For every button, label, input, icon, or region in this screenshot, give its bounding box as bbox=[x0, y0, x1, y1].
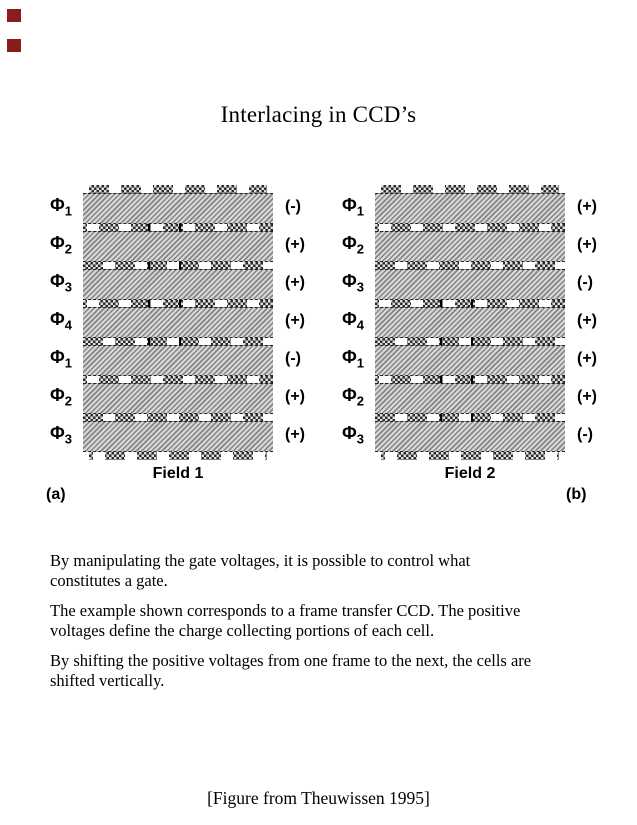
voltage-label: (+) bbox=[285, 274, 305, 291]
ccd-diagram-field-1 bbox=[45, 185, 345, 483]
phase-label: $\Phi_4$ bbox=[342, 309, 365, 333]
gate-row bbox=[50, 421, 305, 452]
gate-row bbox=[50, 193, 301, 224]
gate-electrode-bar bbox=[375, 307, 565, 338]
text-line: By shifting the positive voltages from one frame to the next, the cells are bbox=[50, 651, 532, 670]
electrode-blocks-strip bbox=[375, 224, 565, 231]
ccd-diagram-field-2 bbox=[337, 185, 637, 483]
phase-label: $\Phi_2$ bbox=[342, 385, 365, 409]
gate-row bbox=[342, 307, 597, 338]
figure-citation: [Figure from Theuwissen 1995] bbox=[207, 788, 430, 808]
gate-row bbox=[50, 345, 301, 376]
gate-electrode-bar bbox=[83, 383, 273, 414]
field-label: Field 2 bbox=[444, 465, 496, 482]
phase-label: $\Phi_2$ bbox=[50, 385, 73, 409]
body-paragraph bbox=[50, 601, 610, 640]
gate-electrode-bar bbox=[375, 421, 565, 452]
gate-electrode-bar bbox=[83, 193, 273, 224]
nav-marker-icon[interactable] bbox=[7, 9, 21, 22]
electrode-blocks-strip bbox=[381, 185, 559, 193]
voltage-label: (-) bbox=[285, 198, 301, 215]
gate-electrode-bar bbox=[83, 269, 273, 300]
electrode-blocks-strip bbox=[381, 452, 559, 460]
gate-stack bbox=[342, 185, 597, 460]
voltage-label: (+) bbox=[285, 236, 305, 253]
voltage-label: (+) bbox=[285, 426, 305, 443]
electrode-blocks-strip bbox=[375, 262, 565, 269]
text-line: By manipulating the gate voltages, it is possible to control what bbox=[50, 551, 471, 570]
body-text bbox=[50, 551, 610, 701]
gate-electrode-bar bbox=[83, 421, 273, 452]
phase-label: $\Phi_2$ bbox=[342, 233, 365, 257]
phase-label: $\Phi_1$ bbox=[50, 195, 73, 219]
gate-row bbox=[342, 231, 597, 262]
page-title: Interlacing in CCD’s bbox=[220, 102, 417, 127]
phase-label: $\Phi_1$ bbox=[342, 347, 365, 371]
phase-label: $\Phi_1$ bbox=[50, 347, 73, 371]
text-line: voltages define the charge collecting portions of each cell. bbox=[50, 620, 435, 640]
gate-row bbox=[342, 421, 593, 452]
gate-electrode-bar bbox=[83, 231, 273, 262]
voltage-label: (+) bbox=[577, 350, 597, 367]
phase-label: $\Phi_3$ bbox=[342, 271, 365, 295]
phase-label: $\Phi_4$ bbox=[50, 309, 73, 333]
voltage-label: (+) bbox=[285, 312, 305, 329]
gate-row bbox=[50, 307, 305, 338]
gate-row bbox=[50, 269, 305, 300]
body-paragraph bbox=[50, 551, 610, 590]
phase-label: $\Phi_1$ bbox=[342, 195, 365, 219]
gate-electrode-bar bbox=[83, 345, 273, 376]
gate-row bbox=[342, 345, 597, 376]
phase-label: $\Phi_2$ bbox=[50, 233, 73, 257]
voltage-label: (+) bbox=[285, 388, 305, 405]
gate-row bbox=[50, 383, 305, 414]
phase-label: $\Phi_3$ bbox=[342, 423, 365, 447]
voltage-label: (-) bbox=[577, 426, 593, 443]
gate-electrode-bar bbox=[375, 345, 565, 376]
gate-electrode-bar bbox=[83, 307, 273, 338]
phase-label: $\Phi_3$ bbox=[50, 423, 73, 447]
gate-row bbox=[342, 193, 597, 224]
phase-label: $\Phi_3$ bbox=[50, 271, 73, 295]
voltage-label: (+) bbox=[577, 198, 597, 215]
voltage-label: (+) bbox=[577, 236, 597, 253]
body-paragraph bbox=[50, 651, 610, 690]
gate-row bbox=[342, 383, 597, 414]
gate-electrode-bar bbox=[375, 193, 565, 224]
subfigure-label-a: (a) bbox=[46, 486, 66, 503]
gate-electrode-bar bbox=[375, 269, 565, 300]
electrode-blocks-strip bbox=[83, 376, 273, 383]
gate-row bbox=[342, 269, 593, 300]
text-line: shifted vertically. bbox=[50, 670, 165, 690]
gate-stack bbox=[50, 185, 305, 460]
gate-electrode-bar bbox=[375, 231, 565, 262]
voltage-label: (-) bbox=[285, 350, 301, 367]
text-line: The example shown corresponds to a frame transfer CCD. The positive bbox=[50, 601, 521, 620]
subfigure-label-b: (b) bbox=[566, 486, 587, 503]
field-label: Field 1 bbox=[152, 465, 204, 482]
gate-electrode-bar bbox=[375, 383, 565, 414]
nav-marker-icon[interactable] bbox=[7, 39, 21, 52]
electrode-blocks-strip bbox=[89, 185, 267, 193]
text-line: constitutes a gate. bbox=[50, 570, 168, 590]
voltage-label: (+) bbox=[577, 312, 597, 329]
electrode-blocks-strip bbox=[89, 452, 267, 460]
voltage-label: (+) bbox=[577, 388, 597, 405]
voltage-label: (-) bbox=[577, 274, 593, 291]
gate-row bbox=[50, 231, 305, 262]
electrode-blocks-strip bbox=[83, 414, 273, 421]
